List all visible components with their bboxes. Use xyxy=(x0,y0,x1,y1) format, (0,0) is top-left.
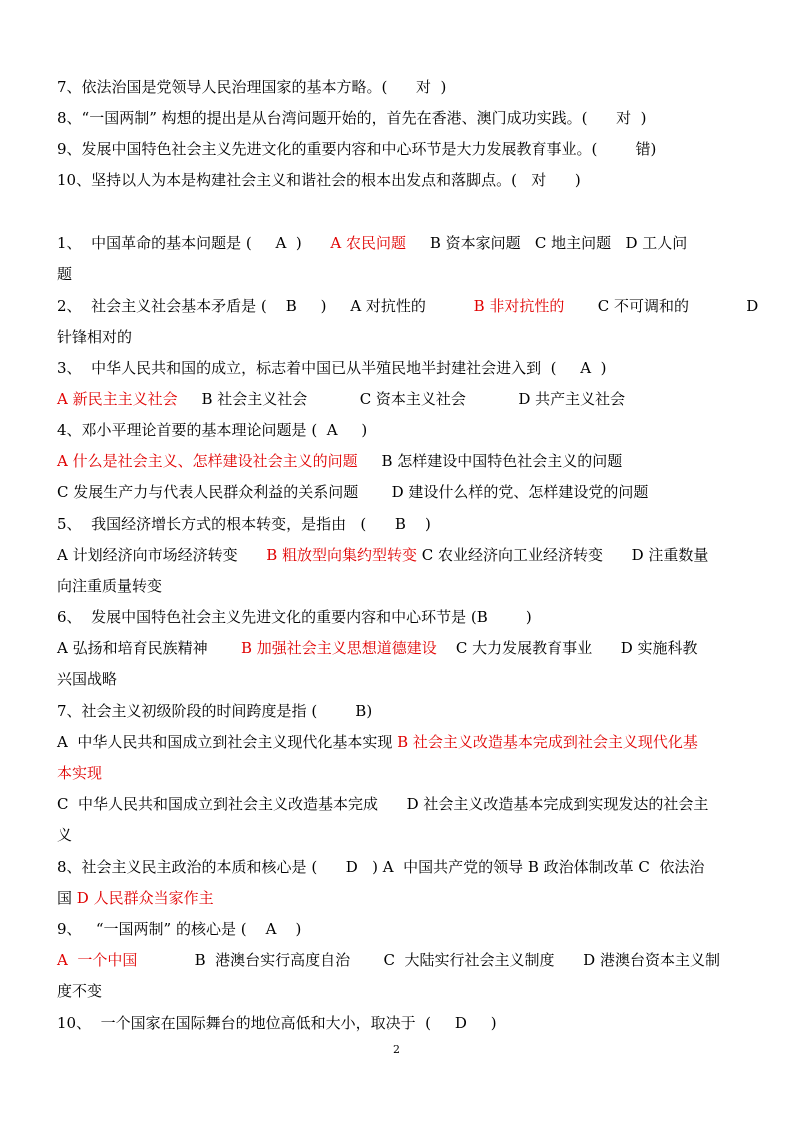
question-3-options: A 新民主主义社会 B 社会主义社会 C 资本主义社会 D 共产主义社会 xyxy=(57,390,626,408)
answer-highlight: B 社会主义改造基本完成到社会主义现代化基 xyxy=(397,733,698,751)
answer-highlight: A 农民问题 xyxy=(301,234,406,252)
question-4-options: A 什么是社会主义、怎样建设社会主义的问题 B 怎样建设中国特色社会主义的问题 xyxy=(57,452,623,470)
judgment-9: 9、发展中国特色社会主义先进文化的重要内容和中心环节是大力发展教育事业。( 错) xyxy=(57,140,657,158)
judgment-7: 7、依法治国是党领导人民治理国家的基本方略。( 对 ) xyxy=(57,78,447,96)
question-7-options-end: 义 xyxy=(57,826,73,844)
question-9-options-cont: 度不变 xyxy=(57,982,103,1000)
question-2: 2、 社会主义社会基本矛盾是 ( B ) A 对抗性的 B 非对抗性的 C 不可调和的 D xyxy=(57,297,759,315)
question-9-options: A 一个中国 B 港澳台实行高度自治 C 大陆实行社会主义制度 D 港澳台资本主义制 xyxy=(57,951,720,969)
answer-highlight: A 新民主主义社会 xyxy=(57,390,178,408)
question-4: 4、邓小平理论首要的基本理论问题是 ( A ) xyxy=(57,421,368,439)
question-1: 1、 中国革命的基本问题是 ( A ) A 农民问题 B 资本家问题 C 地主问题 D 工人问 xyxy=(57,234,688,252)
answer-highlight: B 非对抗性的 xyxy=(425,297,565,315)
question-5-options: A 计划经济向市场经济转变 B 粗放型向集约型转变 C 农业经济向工业经济转变 D 注重数量 xyxy=(57,546,709,564)
question-1-cont: 题 xyxy=(57,265,73,283)
question-4-options-cont: C 发展生产力与代表人民群众利益的关系问题 D 建设什么样的党、怎样建设党的问题 xyxy=(57,483,649,501)
question-3: 3、 中华人民共和国的成立，标志着中国已从半殖民地半封建社会进入到 ( A ) xyxy=(57,359,607,377)
question-6-options-cont: 兴国战略 xyxy=(57,670,118,688)
answer-highlight: A 什么是社会主义、怎样建设社会主义的问题 xyxy=(57,452,358,470)
answer-highlight: B 加强社会主义思想道德建设 xyxy=(240,639,437,657)
judgment-8: 8、“一国两制” 构想的提出是从台湾问题开始的，首先在香港、澳门成功实践。( 对 ) xyxy=(57,109,647,127)
question-8-cont: 国 D 人民群众当家作主 xyxy=(57,889,214,907)
question-5: 5、 我国经济增长方式的根本转变，是指由 ( B ) xyxy=(57,515,431,533)
question-9: 9、 “一国两制” 的核心是 ( A ) xyxy=(57,920,302,938)
answer-highlight: B 粗放型向集约型转变 xyxy=(266,546,418,564)
question-7: 7、社会主义初级阶段的时间跨度是指 ( B) xyxy=(57,702,373,720)
judgment-10: 10、坚持以人为本是构建社会主义和谐社会的根本出发点和落脚点。( 对 ) xyxy=(57,171,581,189)
question-2-cont: 针锋相对的 xyxy=(57,328,133,346)
question-7-options-cont: C 中华人民共和国成立到社会主义改造基本完成 D 社会主义改造基本完成到实现发达的社会主 xyxy=(57,795,709,813)
page-number: 2 xyxy=(393,1043,400,1056)
question-8: 8、社会主义民主政治的本质和核心是 ( D ) A 中国共产党的领导 B 政治体制改革 C 依法治 xyxy=(57,858,705,876)
answer-highlight-cont: 本实现 xyxy=(57,764,103,782)
question-10: 10、 一个国家在国际舞台的地位高低和大小，取决于 ( D ) xyxy=(57,1014,497,1032)
answer-highlight: A 一个中国 xyxy=(57,951,138,969)
question-5-options-cont: 向注重质量转变 xyxy=(57,577,163,595)
question-6-options: A 弘扬和培育民族精神 B 加强社会主义思想道德建设 C 大力发展教育事业 D 实施科教 xyxy=(57,639,698,657)
answer-highlight: D 人民群众当家作主 xyxy=(76,889,214,907)
question-6: 6、 发展中国特色社会主义先进文化的重要内容和中心环节是 (B ) xyxy=(57,608,532,626)
question-7-options: A 中华人民共和国成立到社会主义现代化基本实现 B 社会主义改造基本完成到社会主义现代化基 xyxy=(57,733,698,751)
